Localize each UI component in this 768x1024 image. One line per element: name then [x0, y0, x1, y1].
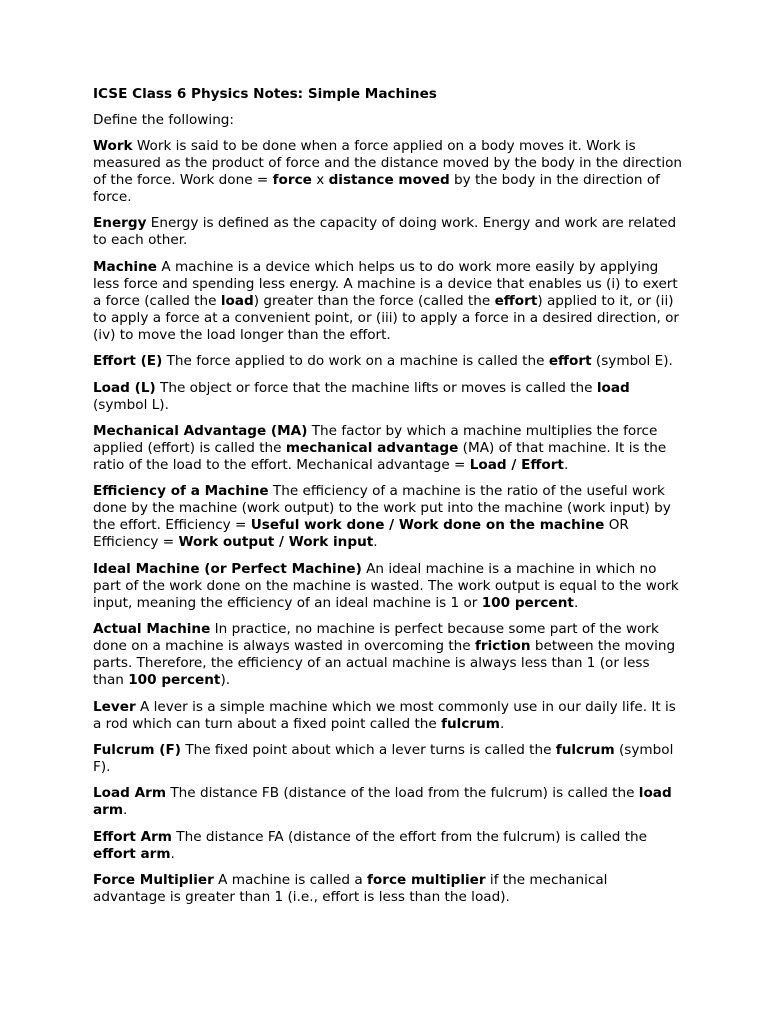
definition-entry	[93, 353, 683, 370]
definition-text: A machine is a device which helps us to do work more easily by applying less force and spending less energy. A machine is a device that enables us (i) to exert a force (called the	[93, 258, 678, 309]
bold-keyword: friction	[474, 638, 531, 655]
bold-keyword: 100 percent	[128, 672, 221, 689]
definition-text: .	[573, 594, 579, 611]
bold-keyword: fulcrum	[441, 715, 500, 732]
definition-text: Energy is defined as the capacity of doing work. Energy and work are related to each other.	[93, 215, 677, 249]
definition-text: The distance FB (distance of the load from the fulcrum) is called the	[166, 785, 639, 802]
definition-text: (symbol E).	[591, 353, 673, 370]
definition-term: Fulcrum (F)	[93, 741, 181, 758]
definition-text: ).	[220, 672, 231, 689]
definition-text: The force applied to do work on a machine is called the	[162, 353, 549, 370]
definition-term: Mechanical Advantage (MA)	[93, 422, 308, 439]
definition-term: Efficiency of a Machine	[93, 483, 269, 500]
definition-text: by the body in the direction of force.	[93, 172, 660, 205]
definition-text: .	[499, 715, 505, 732]
definition-text: between the moving parts. Therefore, the efficiency of an actual machine is always less than 1 (or less than	[93, 638, 676, 689]
definition-term: Lever	[93, 698, 136, 715]
bold-keyword: load	[596, 379, 630, 396]
definition-text: .	[563, 456, 569, 473]
definition-text: ) applied to it, or (ii) to apply a force at a convenient point, or (iii) to apply a force in a desired direction, or (iv) to move the load longer than the effort.	[93, 292, 680, 343]
bold-keyword: Load / Effort	[469, 456, 564, 473]
definition-term: Work	[93, 138, 133, 154]
bold-keyword: effort	[494, 292, 538, 309]
definition-text: The efficiency of a machine is the ratio of the useful work done by the machine (work output) to the work put into the machine (work input) by the effort. Efficiency =	[93, 483, 671, 534]
definition-text: The distance FA (distance of the effort from the fulcrum) is called the	[171, 828, 648, 845]
definition-text: The factor by which a machine multiplies the force applied (effort) is called the	[93, 422, 658, 456]
bold-keyword: fulcrum	[555, 741, 615, 758]
definition-text: In practice, no machine is perfect because some part of the work done on a machine is always wasted in overcoming the	[93, 621, 659, 655]
bold-keyword: load arm	[93, 785, 672, 819]
definition-term: Load (L)	[93, 379, 156, 396]
bold-keyword: distance moved	[328, 172, 450, 188]
definition-text: .	[170, 845, 175, 862]
definition-text: x	[311, 172, 329, 188]
definition-text: OR Efficiency =	[93, 517, 629, 551]
definition-text: .	[123, 802, 128, 819]
definition-text: .	[373, 534, 378, 551]
definition-text: A machine is called a	[213, 872, 367, 889]
bold-keyword: force	[272, 172, 312, 188]
definitions-list	[93, 138, 683, 906]
definition-entry	[93, 742, 683, 776]
bold-keyword: 100 percent	[481, 594, 574, 611]
definition-entry	[93, 259, 683, 344]
definition-entry	[93, 829, 683, 863]
definition-text: if the mechanical advantage is greater than 1 (i.e., effort is less than the load).	[93, 872, 608, 906]
bold-keyword: effort arm	[93, 845, 171, 862]
definition-text: The fixed point about which a lever turns is called the	[181, 741, 556, 758]
definition-text: A lever is a simple machine which we most commonly use in our daily life. It is a rod which can turn about a fixed point called the	[93, 698, 676, 732]
bold-keyword: Work output / Work input	[178, 534, 374, 551]
bold-keyword: load	[220, 292, 254, 309]
bold-keyword: Useful work done / Work done on the machine	[250, 517, 605, 534]
intro-text: Define the following:	[93, 112, 235, 128]
definition-text: (symbol F).	[93, 741, 674, 775]
definition-text: Work is said to be done when a force applied on a body moves it. Work is measured as the product of force and the distance moved by the body in the direction of the force. Work done =	[93, 138, 683, 188]
document-page	[93, 86, 683, 915]
definition-term: Energy	[93, 215, 147, 232]
definition-entry	[93, 621, 683, 689]
document-title: ICSE Class 6 Physics Notes: Simple Machines	[93, 86, 437, 102]
bold-keyword: force multiplier	[366, 872, 486, 889]
definition-term: Effort Arm	[93, 828, 172, 845]
definition-term: Machine	[93, 258, 157, 275]
definition-entry	[93, 785, 683, 819]
definition-text: An ideal machine is a machine in which no part of the work done on the machine is wasted. The work output is equal to the work input, meaning the efficiency of an ideal machine is 1 or	[93, 560, 679, 611]
definition-term: Force Multiplier	[93, 872, 214, 889]
definition-text: (MA) of that machine. It is the ratio of the load to the effort. Mechanical advantage =	[93, 439, 667, 473]
definition-entry	[93, 561, 683, 612]
definition-entry	[93, 872, 683, 906]
definition-entry	[93, 138, 683, 206]
definition-term: Ideal Machine (or Perfect Machine)	[93, 560, 362, 577]
definition-entry	[93, 483, 683, 551]
definition-term: Actual Machine	[93, 621, 211, 638]
definition-text: ) greater than the force (called the	[253, 292, 495, 309]
bold-keyword: mechanical advantage	[285, 439, 459, 456]
definition-text: The object or force that the machine lifts or moves is called the	[155, 379, 597, 396]
definition-entry	[93, 423, 683, 474]
definition-entry	[93, 699, 683, 733]
definition-term: Load Arm	[93, 785, 167, 802]
definition-entry	[93, 380, 683, 414]
definition-text: (symbol L).	[93, 396, 169, 413]
definition-term: Effort (E)	[93, 353, 163, 370]
bold-keyword: effort	[548, 353, 592, 370]
definition-entry	[93, 215, 683, 249]
